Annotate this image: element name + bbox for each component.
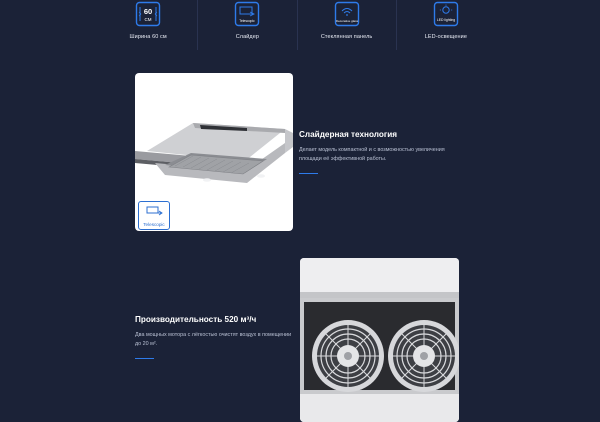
slider-section-description: Делает модель компактной и с возможностью увеличения площади её эффективной работы.: [299, 147, 445, 162]
fan-right: [388, 320, 459, 392]
telescopic-badge-label: Telescopic: [143, 222, 165, 227]
performance-section: [135, 315, 295, 359]
feature-label: LED-освещение: [424, 34, 467, 40]
slider-section: [299, 130, 459, 174]
feature-slider: [197, 0, 296, 50]
feature-label: Ширина 60 см: [129, 34, 167, 40]
slider-icon: [234, 1, 260, 27]
slider-section-title: Слайдерная технология: [299, 130, 398, 139]
feature-width: [99, 0, 197, 50]
motors-product-image: [300, 258, 459, 422]
twin-motors-image: [300, 258, 459, 422]
performance-section-description: Два мощных мотора с лёгкостью очистят воздух в помещении до 20 м².: [135, 332, 292, 347]
accent-line: [299, 173, 318, 174]
performance-section-title: Производительность 520 м³/ч: [135, 315, 257, 324]
feature-label: Слайдер: [235, 34, 260, 40]
telescopic-badge: [138, 201, 170, 230]
fan-left: [312, 320, 384, 392]
svg-text:60: 60: [143, 7, 153, 16]
feature-led: [396, 0, 495, 50]
feature-glass: [297, 0, 396, 50]
svg-text:Telescopic: Telescopic: [239, 19, 256, 23]
glass-panel-icon: [334, 1, 360, 27]
width-60-icon: [135, 1, 161, 27]
feature-label: Стеклянная панель: [320, 34, 373, 40]
accent-line: [135, 358, 154, 359]
led-lighting-icon: [433, 1, 459, 27]
svg-text:LED lighting: LED lighting: [436, 18, 456, 22]
svg-text:CM: CM: [144, 17, 152, 22]
feature-strip: [99, 0, 495, 52]
telescopic-icon: [139, 204, 169, 222]
svg-text:Decorative glass: Decorative glass: [335, 19, 358, 23]
hood-product-image: [135, 73, 293, 231]
